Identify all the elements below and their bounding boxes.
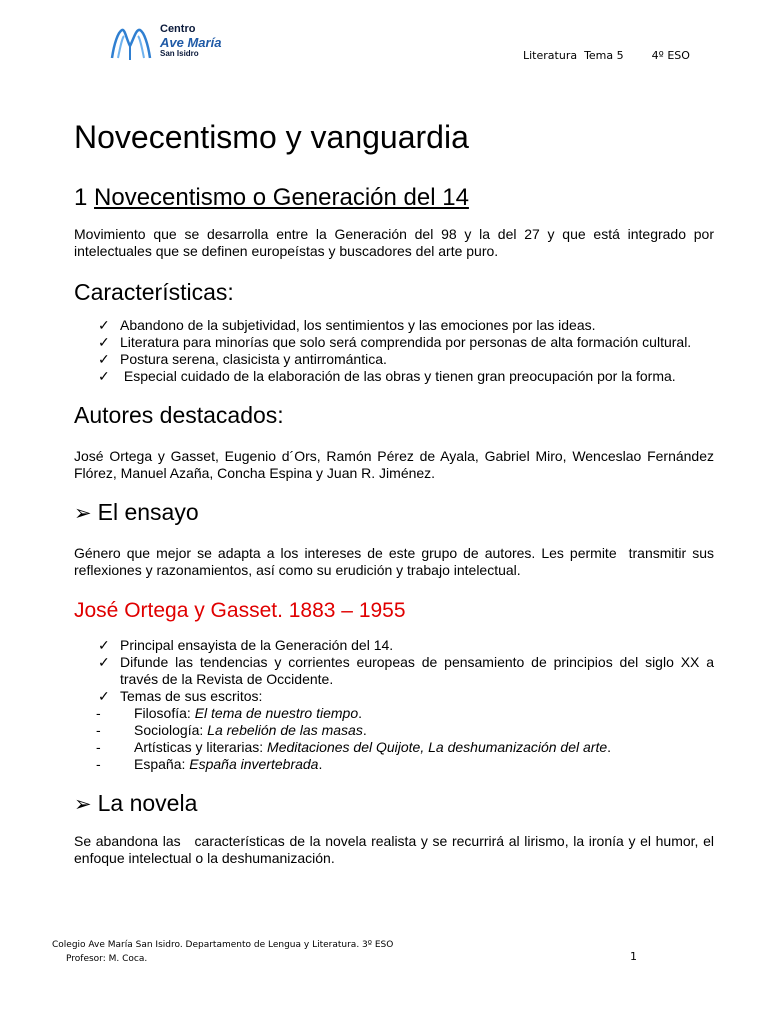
check-icon: ✓ [98,316,110,333]
list-item: ✓ Difunde las tendencias y corrientes europeas de pensamiento de principios del siglo XX a través de la Revista de Occidente. [98,654,714,688]
temas-list [74,705,714,773]
list-item: ✓ Postura serena, clasicista y antirromántica. [98,350,387,367]
ensayo-text: Género que mejor se adapta a los intereses de este grupo de autores. Les permite transmitir sus reflexiones y razonamientos, así como su erudición y trabajo intelectual. [74,545,718,579]
check-icon: ✓ [98,688,110,705]
logo-line-centro: Centro [160,23,196,35]
document-body [74,119,718,867]
ortega-heading: José Ortega y Gasset. 1883 – 1955 [74,599,406,623]
autores-text: José Ortega y Gasset, Eugenio d´Ors, Ramón Pérez de Ayala, Gabriel Miro, Wenceslao Fernández Flórez, Manuel Azaña, Concha Espina y Juan R. Jiménez. [74,448,714,482]
novela-text: Se abandona las características de la novela realista y se recurrirá al lirismo, la ironía y el humor, el enfoque intelectual o la deshumanización. [74,832,718,866]
list-item: ✓ Principal ensayista de la Generación del 14. [98,637,394,654]
section-1-heading [74,185,714,211]
list-item: - Filosofía: El tema de nuestro tiempo. [96,705,363,722]
dash-bullet: - [96,722,101,739]
list-item: ✓ Especial cuidado de la elaboración de las obras y tienen gran preocupación por la forma. [98,367,676,384]
list-item: - España: España invertebrada. [96,756,323,773]
caracteristicas-heading: Características: [74,278,234,305]
page-number: 1 [630,950,637,963]
section-1-intro: Movimiento que se desarrolla entre la Generación del 98 y la del 27 y que está integrado por intelectuales que se definen europeístas y buscadores del arte puro. [74,225,714,259]
footer-teacher: Profesor: M. Coca. [66,954,148,964]
section-number: 1 [74,184,88,212]
dash-bullet: - [96,739,101,756]
list-item: - Sociología: La rebelión de las masas. [96,722,367,739]
check-icon: ✓ [98,350,110,367]
logo-line-ave-maria: Ave María [160,35,222,50]
header-subject: Literatura Tema 5 [523,49,624,62]
page-title: Novecentismo y vanguardia [74,119,469,155]
list-item: ✓ Literatura para minorías que solo será comprendida por personas de alta formación cultural. [98,333,692,350]
dash-bullet: - [96,756,101,773]
ensayo-heading: ➢ El ensayo [74,499,199,526]
list-item: - Artísticas y literarias: Meditaciones del Quijote, La deshumanización del arte. [96,739,612,756]
footer-school: Colegio Ave María San Isidro. Departamento de Lengua y Literatura. 3º ESO [52,940,394,950]
dash-bullet: - [96,705,101,722]
autores-heading: Autores destacados: [74,401,284,428]
check-icon: ✓ [98,654,110,671]
header-grade: 4º ESO [651,49,690,62]
arrow-icon: ➢ [74,793,92,817]
section-title: Novecentismo o Generación del 14 [94,184,469,212]
check-icon: ✓ [98,333,110,350]
header-info [523,49,690,62]
page-footer [52,938,393,966]
check-icon: ✓ [98,367,110,384]
logo-line-san-isidro: San Isidro [160,49,199,58]
list-item: ✓ Temas de sus escritos: [98,688,263,705]
arrow-icon: ➢ [74,502,92,526]
ave-maria-logo-icon [108,26,158,62]
check-icon: ✓ [98,637,110,654]
caracteristicas-list [74,317,714,385]
list-item: ✓ Abandono de la subjetividad, los sentimientos y las emociones por las ideas. [98,316,596,333]
novela-heading: ➢ La novela [74,790,198,817]
school-logo [108,24,228,64]
ortega-list [74,637,714,705]
